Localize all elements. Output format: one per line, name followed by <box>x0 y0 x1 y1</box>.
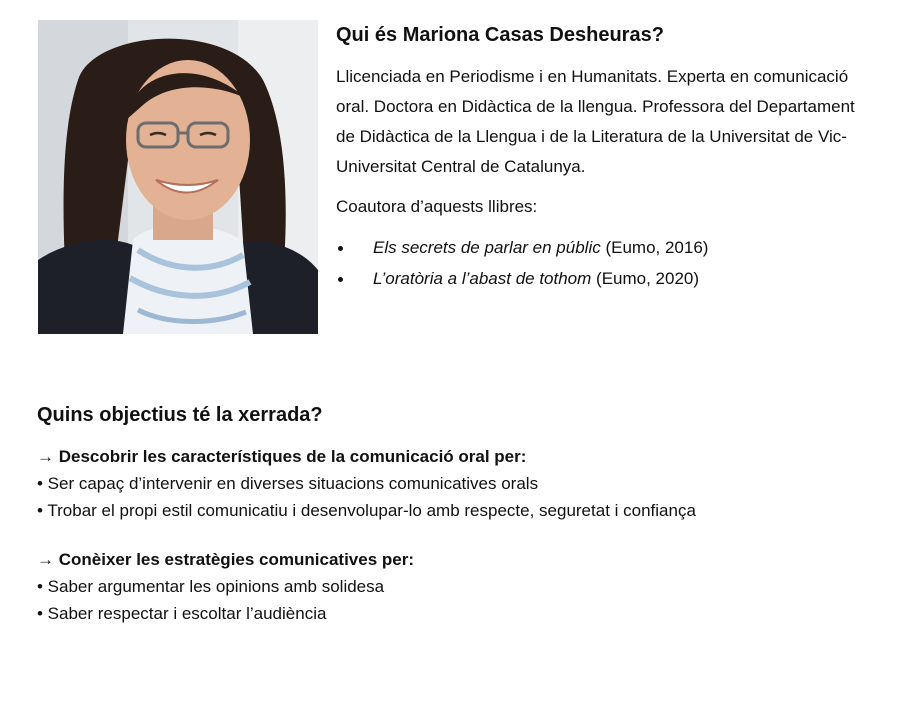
objective-point: • Ser capaç d’intervenir en diverses situacions comunicatives orals <box>37 474 539 493</box>
book-info: (Eumo, 2020) <box>591 269 700 288</box>
book-title: Els secrets de parlar en públic <box>373 238 601 257</box>
book-title: L’oratòria a l’abast de tothom <box>373 269 592 288</box>
book-item <box>336 263 876 294</box>
bio-section <box>336 22 876 294</box>
objective-heading: → Descobrir les característiques de la comunicació oral per: <box>37 447 527 466</box>
talk-title: Quins objectius té la xerrada? <box>37 404 323 426</box>
objective-point: • Saber argumentar les opinions amb solidesa <box>37 577 385 596</box>
objective-point: • Trobar el propi estil comunicatiu i desenvolupar-lo amb respecte, seguretat i confiança <box>37 501 696 520</box>
bio-title: Qui és Mariona Casas Desheuras? <box>336 24 664 46</box>
portrait-photo <box>38 20 318 334</box>
bullet-icon <box>338 277 343 282</box>
bio-paragraph: Llicenciada en Periodisme i en Humanitats. Experta en comunicació oral. Doctora en Didàctica de la llengua. Professora del Departament de Didàctica de la Llengua i de la Literatura de la Universitat de Vic-Universitat Central de Catalunya. <box>336 67 855 176</box>
objective-heading: → Conèixer les estratègies comunicatives per: <box>37 550 414 569</box>
talk-section <box>37 401 867 649</box>
objective-point: • Saber respectar i escoltar l’audiència <box>37 604 327 623</box>
portrait-illustration <box>38 20 318 334</box>
book-info: (Eumo, 2016) <box>600 238 709 257</box>
bullet-icon <box>338 246 343 251</box>
objective-block <box>37 443 867 524</box>
book-item <box>336 232 876 263</box>
book-list <box>336 232 876 294</box>
coauthor-label: Coautora d’aquests llibres: <box>336 197 538 216</box>
objective-block <box>37 546 867 627</box>
